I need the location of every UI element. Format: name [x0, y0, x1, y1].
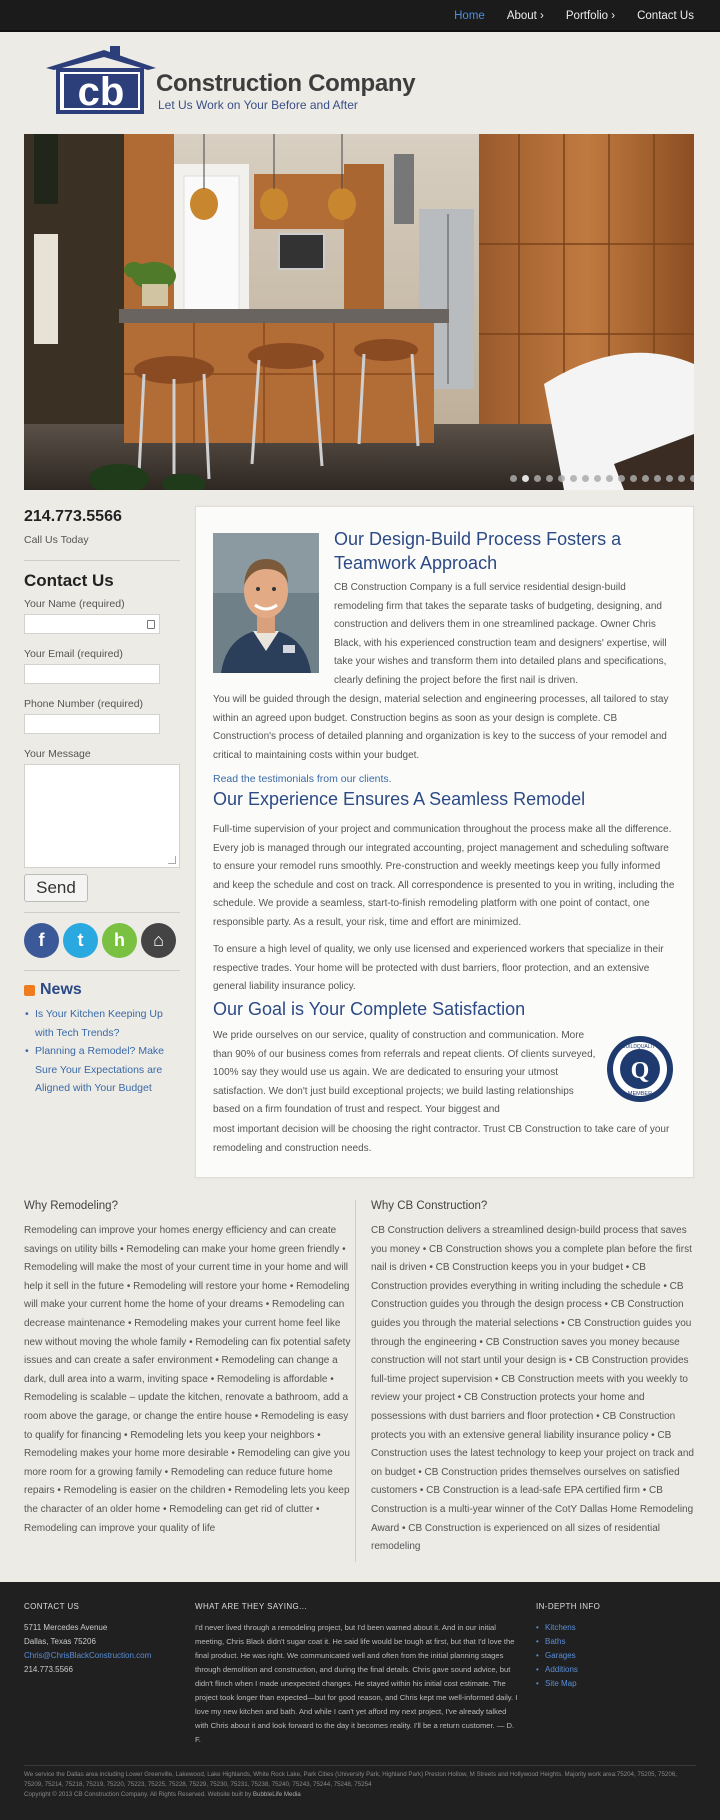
- satisfaction-paragraph-end: most important decision will be choosing the right contractor. Trust CB Construction to take care of your remodeling and construction needs.: [213, 1124, 670, 1154]
- slider-dot[interactable]: [510, 475, 517, 482]
- slider-dot[interactable]: [690, 475, 694, 482]
- process-paragraph: You will be guided through the design, material selection and engineering processes, all tailored to stay within an agreed upon budget. Construction begins as soon as your design is complete. CB Construction's process of detailed planning and organization is key to the success of your remodel and critical to maintaining costs within your budget.: [213, 694, 669, 761]
- intro-paragraph: CB Construction Company is a full service residential design-build remodeling firm that takes the separate tasks of budgeting, designing, and construction and delivers them in one streamlined package. Owner Chris Black, with his experienced construction team and designers' expertise, will take your wishes and transform them into detailed plans and specifications, clearly defining the project before the first nail is driven.: [334, 582, 667, 686]
- news-widget: [24, 981, 180, 1098]
- message-label: Your Message: [24, 748, 91, 760]
- footer-info: [536, 1602, 696, 1691]
- site-footer: [0, 1582, 720, 1820]
- slider-dot[interactable]: [642, 475, 649, 482]
- news-item[interactable]: • Planning a Remodel? Make Sure Your Expectations are Aligned with Your Budget: [35, 1042, 180, 1098]
- footer-link-additions[interactable]: • Additions: [536, 1663, 696, 1677]
- service-area-text: We service the Dallas area including Lower Greenville, Lakewood, Lake Highlands, White Rock Lake, Park Cities (University Park, Highland Park) Preston Hollow, M Streets and Hollywood Heights. Majority work area:75204, 75205, 75206, 75209, 75214, 75218, 75219, 75220, 75223, 75225, 75228, 75229, 75230, 75231, 75238, 75240, 75243, 75244, 75248, 75254: [24, 1771, 677, 1788]
- svg-text:GUILDQUALITY: GUILDQUALITY: [621, 1044, 659, 1050]
- main-content: [195, 506, 694, 1178]
- copyright-text: Copyright © 2013 CB Construction Company. All Rights Reserved. Website built by: [24, 1791, 252, 1798]
- satisfaction-heading: Our Goal is Your Complete Satisfaction: [213, 999, 526, 1019]
- footer-info-heading: IN-DEPTH INFO: [536, 1602, 601, 1611]
- brand-tagline: Let Us Work on Your Before and After: [158, 98, 358, 112]
- site-logo[interactable]: [40, 44, 420, 116]
- satisfaction-paragraph: We pride ourselves on our service, quality of construction and communication. More than 90% of our business comes from referrals and repeat clients. Of clients surveyed, 100% say they would use us again. We are dedicated to ensuring your utmost satisfaction. We don't just build exceptional projects; we build lasting relationships based on a firm foundation of trust and respect. Your biggest and: [213, 1030, 596, 1116]
- footer-divider: [24, 1765, 696, 1766]
- name-field[interactable]: [24, 614, 160, 634]
- footer-address-line: 5711 Mercedes Avenue: [24, 1623, 108, 1632]
- footer-contact-heading: CONTACT US: [24, 1602, 80, 1611]
- twitter-icon[interactable]: t: [63, 923, 98, 958]
- why-remodeling-text: Remodeling can improve your homes energy efficiency and can create savings on utility bills • Remodeling can make your home green friendly • Remodeling will make the most of your current time in your home and will help it sell in the future • Remodeling will restore your home • Remodeling will make your current home the home of your dreams • Remodeling can decrease maintenance • Remodeling makes your current home feel like new without moving the whole family • Remodeling can fix potential safety issues and can create a safer environment • Remodeling can change a dark, dull area into a warm, inviting space • Remodeling is affordable • Remodeling is scalable – update the kitchen, renovate a bathroom, add a room above the garage, or change the entire house • Remodeling is easy to qualify for financing • Remodeling lets you keep your neighbors • Remodeling makes your home more desirable • Remodeling can give you more room for a growing family • Remodeling can reduce future home repairs • Remodeling is easier on the children • Remodeling lets you keep the character of an older home • Remodeling can get rid of clutter • Remodeling can improve your quality of life: [24, 1225, 351, 1534]
- divider: [24, 912, 180, 913]
- footer-quote: I'd never lived through a remodeling project, but I'd been warned about it. And in our initial meeting, Chris Black didn't sugar coat it. He said life would be tough at first, but that I'd love the final product. He was right. We communicated well and often from the initial planning stages through demolition and construction, and during the final details. Chris gave sound advice, but didn't flinch when I made unexpected changes. He stayed within his initial cost estimate. The project took longer than expected—but for good reason, and Chris kept me well-informed daily. I love my new kitchen and bath. And while I can't yet afford my next project, I've already talked with Chris about it and look forward to the day it becomes reality. I'll be a return customer. — D. F.: [195, 1623, 518, 1744]
- email-label: Your Email (required): [24, 648, 123, 660]
- slider-dot[interactable]: [654, 475, 661, 482]
- slider-dot[interactable]: [558, 475, 565, 482]
- phone-field[interactable]: [24, 714, 160, 734]
- autofill-icon[interactable]: [147, 620, 155, 629]
- news-item[interactable]: • Is Your Kitchen Keeping Up with Tech Trends?: [35, 1005, 180, 1042]
- houzz-icon[interactable]: h: [102, 923, 137, 958]
- quality-paragraph: To ensure a high level of quality, we only use licensed and experienced workers that specialize in their respective trades. Your home will be protected with dust barriers, floor protection, and an extensive general liability insurance policy.: [213, 944, 664, 993]
- brand-name: Construction Company: [156, 70, 416, 97]
- experience-heading: Our Experience Ensures A Seamless Remodel: [213, 789, 586, 809]
- contact-heading: Contact Us: [24, 571, 114, 590]
- nav-contact-us[interactable]: Contact Us: [637, 10, 694, 22]
- owner-photo: [213, 533, 319, 673]
- hero-slider[interactable]: [24, 134, 694, 490]
- why-remodeling-heading: Why Remodeling?: [24, 1200, 118, 1212]
- phone-number[interactable]: 214.773.5566: [24, 508, 122, 525]
- slider-dot[interactable]: [522, 475, 529, 482]
- logo-mark: cb: [77, 70, 125, 114]
- svg-text:Q: Q: [630, 1058, 650, 1084]
- slider-dot[interactable]: [630, 475, 637, 482]
- footer-link-garages[interactable]: • Garages: [536, 1649, 696, 1663]
- footer-testimonial: [195, 1602, 525, 1747]
- call-us-label: Call Us Today: [24, 534, 89, 546]
- slider-dots: [510, 475, 694, 482]
- footer-link-baths[interactable]: • Baths: [536, 1635, 696, 1649]
- footer-link-site-map[interactable]: • Site Map: [536, 1677, 696, 1691]
- footer-email-link[interactable]: Chris@ChrisBlackConstruction.com: [24, 1651, 152, 1660]
- why-cb-heading: Why CB Construction?: [371, 1200, 488, 1212]
- why-cb-text: CB Construction delivers a streamlined design-build process that saves you money • CB Construction shows you a complete plan before the first nail is driven • CB Construction keeps you in your budget • CB Construction provides everything in writing including the schedule • CB Construction guides you through the design process • CB Construction guides you through the material selections • CB Construction guides you through the engineering • CB Construction saves you money because construction will not start until your design is • CB Construction provides full-time project supervision • CB Construction meets with you weekly to review your project • CB Construction protects your home and possessions with dust barriers and floor protection • CB Construction protects you with an extensive general liability insurance policy • CB Construction uses the latest technology to keep your project on track and on budget • CB Construction prides themselves ourselves on satisfied customers • CB Construction is a lead-safe EPA certified firm • CB Construction is a multi-year winner of the CotY Dallas Home Remodeling Award • CB Construction is experienced on all sizes of residential remodeling: [371, 1225, 694, 1553]
- send-button[interactable]: Send: [24, 874, 88, 902]
- testimonials-link[interactable]: Read the testimonials from our clients.: [213, 773, 392, 785]
- footer-address-line: Dallas, Texas 75206: [24, 1637, 96, 1646]
- footer-phone[interactable]: 214.773.5566: [24, 1665, 73, 1674]
- experience-paragraph: Full-time supervision of your project and communication throughout the process make all the difference. Every job is managed through our integrated accounting, project management and scheduling software to ensure your remodel runs smoothly. Pre-construction and weekly meetings keep you fully informed and keep the schedule and cost on track. All correspondence is presented to you in writing, including the schedule. We provide a seamless, start-to-finish remodeling platform with one point of contact, one responsible party. As a result, your risk, time and effort are minimized.: [213, 824, 675, 928]
- nav-home[interactable]: Home: [454, 10, 485, 22]
- slider-dot[interactable]: [582, 475, 589, 482]
- home-advisor-icon[interactable]: ⌂: [141, 923, 176, 958]
- footer-legal: [24, 1770, 696, 1800]
- divider: [24, 560, 180, 561]
- slider-dot[interactable]: [606, 475, 613, 482]
- sidebar: [24, 506, 180, 1098]
- email-field[interactable]: [24, 664, 160, 684]
- rss-icon[interactable]: [24, 985, 35, 996]
- svg-text:MEMBER: MEMBER: [627, 1091, 653, 1097]
- slider-dot[interactable]: [594, 475, 601, 482]
- page-title: Our Design-Build Process Fosters a Teamwork Approach: [334, 529, 622, 573]
- slider-dot[interactable]: [534, 475, 541, 482]
- divider: [24, 970, 180, 971]
- main-nav: [454, 0, 694, 32]
- owner-portrait: [213, 533, 319, 673]
- builder-link[interactable]: BubbleLife Media: [252, 1791, 301, 1798]
- slider-dot[interactable]: [666, 475, 673, 482]
- slider-dot[interactable]: [618, 475, 625, 482]
- kitchen-photo: [24, 134, 694, 490]
- phone-label: Phone Number (required): [24, 698, 144, 710]
- column-divider: [355, 1200, 356, 1562]
- footer-saying-heading: WHAT ARE THEY SAYING...: [195, 1602, 308, 1611]
- message-field[interactable]: [24, 764, 180, 868]
- footer-contact: [24, 1602, 184, 1677]
- slider-dot[interactable]: [570, 475, 577, 482]
- slider-dot[interactable]: [546, 475, 553, 482]
- guildquality-seal-icon[interactable]: [606, 1035, 674, 1103]
- facebook-icon[interactable]: f: [24, 923, 59, 958]
- name-label: Your Name (required): [24, 598, 125, 610]
- news-heading[interactable]: News: [40, 981, 82, 998]
- nav-portfolio[interactable]: Portfolio ›: [565, 10, 616, 22]
- house-logo-icon: [44, 46, 156, 116]
- social-icons: [24, 923, 180, 958]
- why-remodeling-section: [24, 1200, 359, 1538]
- why-cb-section: [371, 1200, 695, 1557]
- slider-dot[interactable]: [678, 475, 685, 482]
- nav-about[interactable]: About ›: [506, 10, 544, 22]
- footer-link-kitchens[interactable]: • Kitchens: [536, 1621, 696, 1635]
- top-nav-bar: [0, 0, 720, 32]
